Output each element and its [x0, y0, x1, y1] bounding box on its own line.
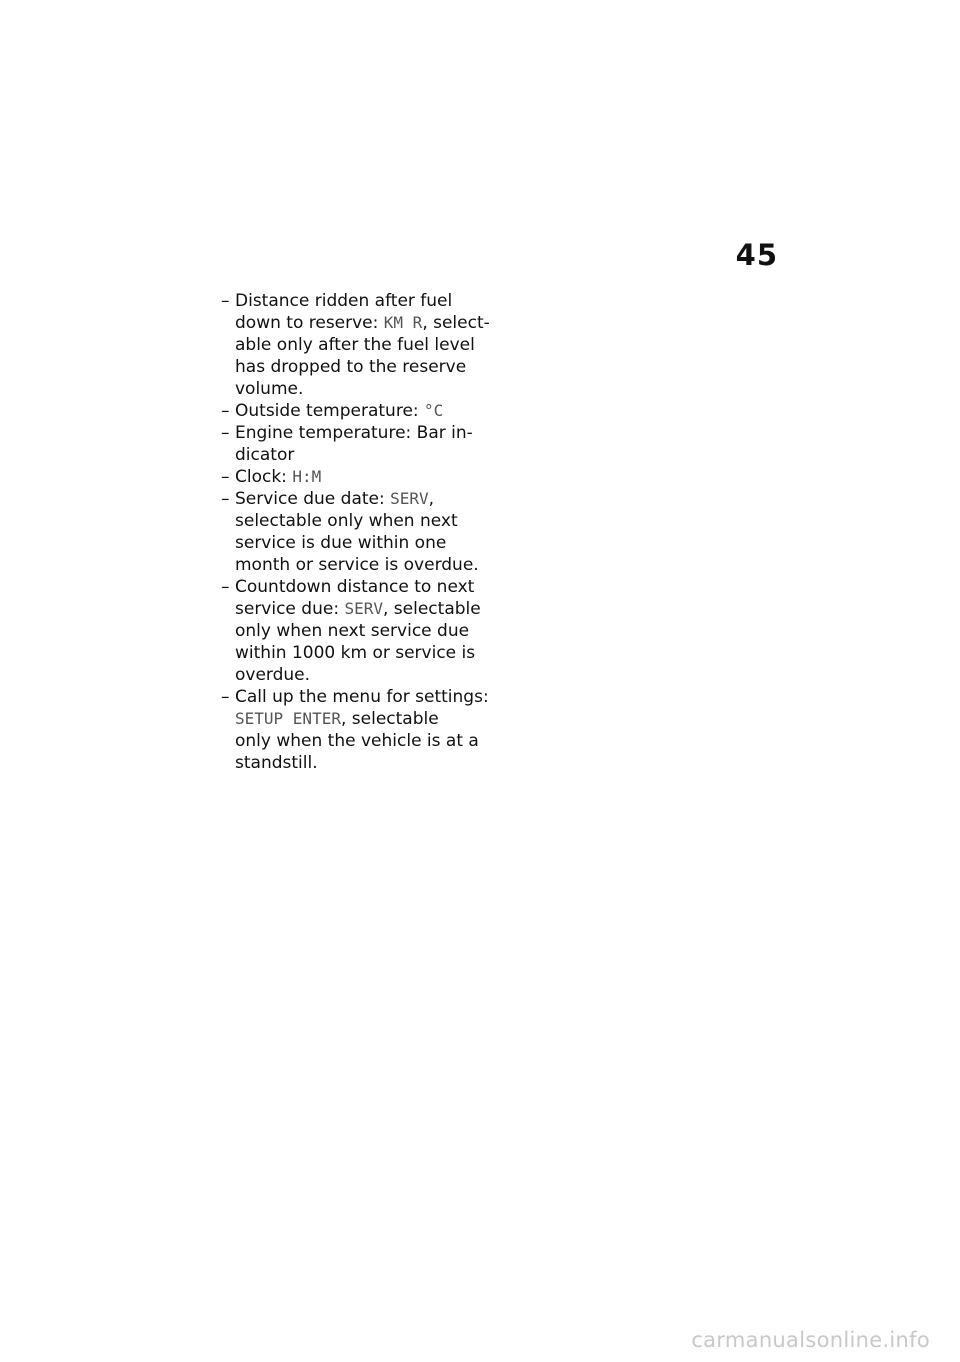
item-text: within 1000 km or service is: [235, 643, 476, 663]
list-item: [221, 290, 511, 400]
list-dash: –: [221, 467, 230, 487]
page-number: 45: [735, 238, 778, 272]
list-dash: –: [221, 423, 230, 443]
item-line: [235, 532, 511, 554]
item-text: service is due within one: [235, 533, 447, 553]
item-line: [235, 730, 511, 752]
item-line: [235, 554, 511, 576]
item-text: , selectable: [340, 709, 439, 729]
display-code: SERV: [390, 489, 429, 508]
item-line: [235, 488, 511, 510]
item-text: only when next service due: [235, 621, 470, 641]
item-text: dicator: [235, 445, 295, 465]
list-item: [221, 466, 511, 488]
item-line: [235, 290, 511, 312]
item-line: [235, 356, 511, 378]
item-line: [235, 444, 511, 466]
item-line: [235, 334, 511, 356]
item-text: Service due date:: [235, 489, 391, 509]
watermark: carmanualsonline.info: [691, 1328, 930, 1352]
item-text: volume.: [235, 379, 304, 399]
list-item: [221, 686, 511, 774]
item-text: only when the vehicle is at a: [235, 731, 479, 751]
item-text: able only after the fuel level: [235, 335, 475, 355]
list-dash: –: [221, 291, 230, 311]
item-text: Outside temperature:: [235, 401, 425, 421]
item-line: [235, 752, 511, 774]
display-code: °C: [424, 401, 444, 420]
display-code: H:M: [292, 467, 322, 486]
item-line: [235, 312, 511, 334]
item-text: down to reserve:: [235, 313, 384, 333]
item-line: [235, 466, 511, 488]
item-line: [235, 620, 511, 642]
item-text: overdue.: [235, 665, 311, 685]
display-code: SERV: [344, 599, 383, 618]
list-dash: –: [221, 687, 230, 707]
item-line: [235, 642, 511, 664]
item-text: has dropped to the reserve: [235, 357, 467, 377]
item-line: [235, 422, 511, 444]
item-text: Clock:: [235, 467, 293, 487]
feature-list: [221, 290, 511, 774]
item-text: standstill.: [235, 753, 318, 773]
item-line: [235, 598, 511, 620]
item-line: [235, 576, 511, 598]
item-text: Distance ridden after fuel: [235, 291, 453, 311]
display-code: KM R: [383, 313, 423, 332]
list-dash: –: [221, 489, 230, 509]
item-line: [235, 400, 511, 422]
list-item: [221, 400, 511, 422]
item-line: [235, 686, 511, 708]
item-text: Countdown distance to next: [235, 577, 475, 597]
item-line: [235, 378, 511, 400]
item-line: [235, 708, 511, 730]
item-text: selectable only when next: [235, 511, 458, 531]
item-text: month or service is overdue.: [235, 555, 479, 575]
list-dash: –: [221, 401, 230, 421]
item-line: [235, 664, 511, 686]
list-item: [221, 488, 511, 576]
item-text: Call up the menu for settings:: [235, 687, 489, 707]
display-code: SETUP ENTER: [235, 709, 341, 728]
list-dash: –: [221, 577, 230, 597]
item-text: ,: [428, 489, 435, 509]
list-item: [221, 576, 511, 686]
item-text: , select-: [422, 313, 490, 333]
list-item: [221, 422, 511, 466]
item-line: [235, 510, 511, 532]
item-text: Engine temperature: Bar in-: [235, 423, 473, 443]
item-text: service due:: [235, 599, 345, 619]
item-text: , selectable: [383, 599, 481, 619]
